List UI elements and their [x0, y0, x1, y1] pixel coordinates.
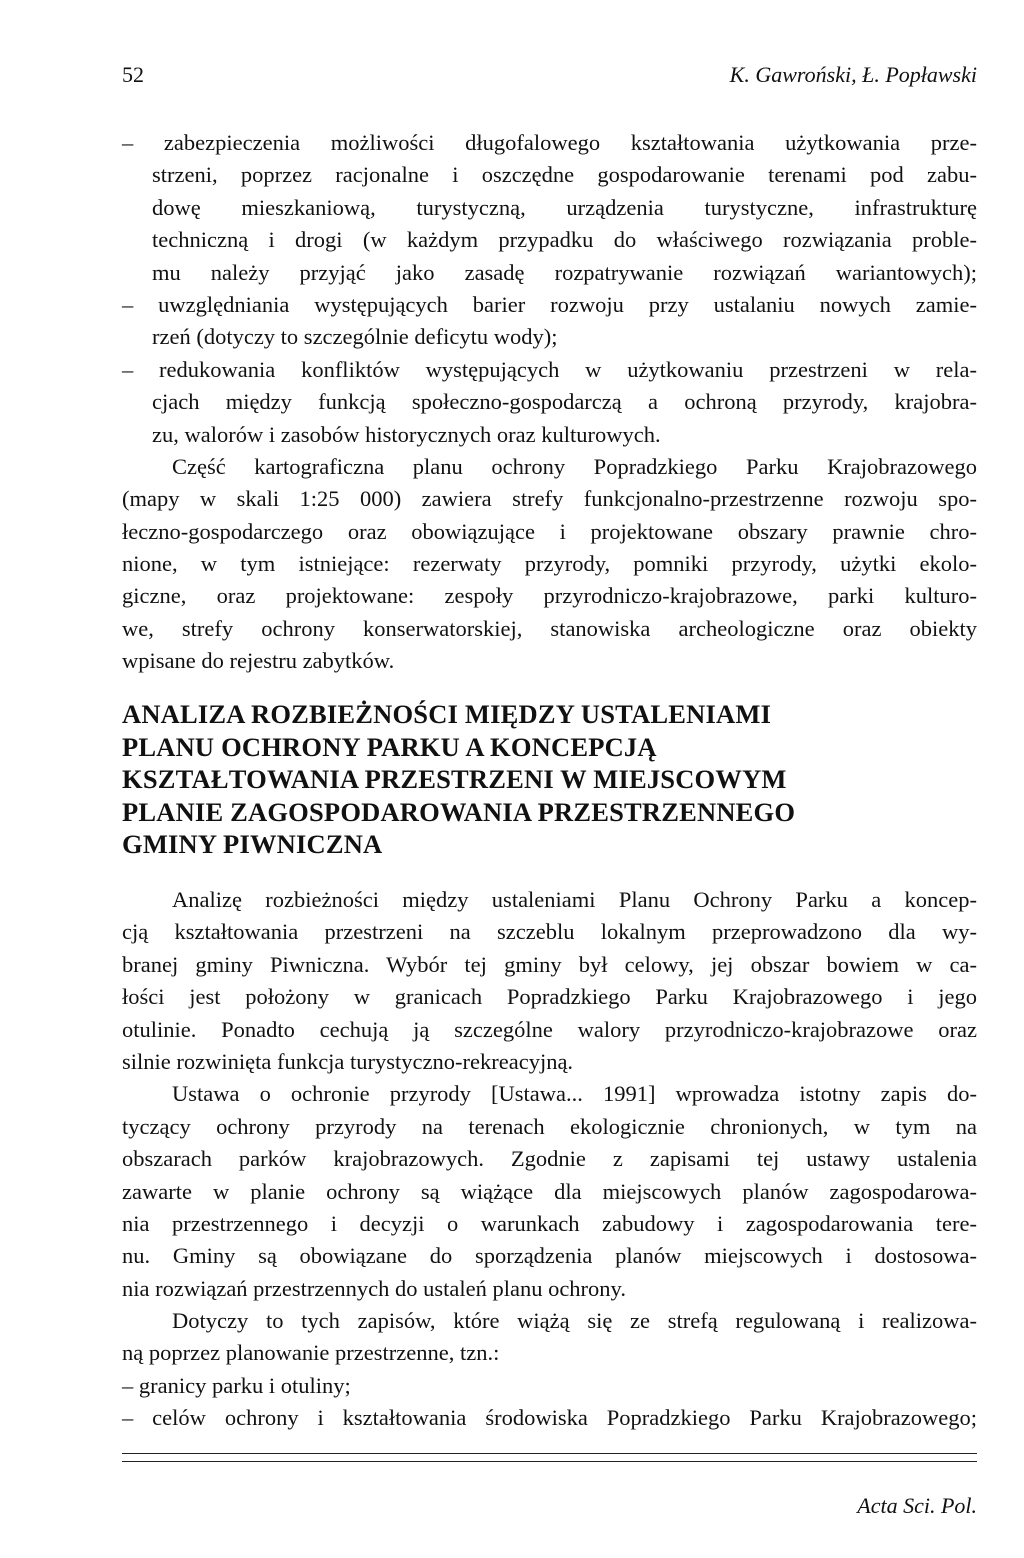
text-line: – uwzględniania występujących barier rozwoju przy ustalaniu nowych zamie- — [122, 291, 977, 317]
text-line: Analizę rozbieżności między ustaleniami Planu Ochrony Parku a koncep- — [172, 887, 977, 912]
text-line: nione, w tym istniejące: rezerwaty przyrody, pomniki przyrody, użytki ekolo- — [122, 551, 977, 577]
text-line: nia przestrzennego i decyzji o warunkach zabudowy i zagospodarowania tere- — [122, 1210, 977, 1236]
text-line: (mapy w skali 1:25 000) zawiera strefy funkcjonalno-przestrzenne rozwoju spo- — [122, 486, 977, 512]
text-line: Ustawa o ochronie przyrody [Ustawa... 1991] wprowadza istotny zapis do- — [172, 1081, 977, 1107]
heading-line: GMINY PIWNICZNA — [122, 829, 383, 860]
heading-line: KSZTAŁTOWANIA PRZESTRZENI W MIEJSCOWYM — [122, 764, 787, 795]
text-line: mu należy przyjąć jako zasadę rozpatrywanie rozwiązań wariantowych); — [152, 259, 977, 285]
text-line: otulinie. Ponadto cechują ją szczególne walory przyrodniczo-krajobrazowe oraz — [122, 1016, 977, 1042]
heading-line: PLANU OCHRONY PARKU A KONCEPCJĄ — [122, 731, 657, 762]
text-line: strzeni, poprzez racjonalne i oszczędne gospodarowanie terenami pod zabu- — [152, 162, 977, 188]
text-line: branej gminy Piwniczna. Wybór tej gminy był celowy, jej obszar bowiem w ca- — [122, 951, 977, 977]
text-line: – celów ochrony i kształtowania środowiska Popradzkiego Parku Krajobrazowego; — [122, 1405, 977, 1431]
text-line: nia rozwiązań przestrzennych do ustaleń planu ochrony. — [122, 1275, 626, 1301]
heading-line: PLANIE ZAGOSPODAROWANIA PRZESTRZENNEGO — [122, 796, 796, 827]
text-line: Dotyczy to tych zapisów, które wiążą się ze strefą regulowaną i realizowa- — [172, 1308, 977, 1334]
text-line: Część kartograficzna planu ochrony Popradzkiego Parku Krajobrazowego — [172, 453, 977, 479]
text-line: giczne, oraz projektowane: zespoły przyrodniczo-krajobrazowe, parki kulturo- — [122, 583, 977, 609]
text-line: łeczno-gospodarczego oraz obowiązujące i projektowane obszary prawnie chro- — [122, 518, 977, 544]
text-line: nu. Gminy są obowiązane do sporządzenia planów miejscowych i dostosowa- — [122, 1243, 977, 1269]
text-line: silnie rozwinięta funkcja turystyczno-rekreacyjną. — [122, 1048, 574, 1074]
text-line: wpisane do rejestru zabytków. — [122, 648, 395, 674]
page-header — [122, 62, 977, 96]
text-line: – redukowania konfliktów występujących w użytkowaniu przestrzeni w rela- — [122, 356, 977, 382]
footer-rule — [122, 1453, 977, 1454]
text-line: rzeń (dotyczy to szczególnie deficytu wody); — [152, 324, 558, 350]
body-text-section-2 — [122, 884, 977, 1435]
text-line: techniczną i drogi (w każdym przypadku do właściwego rozwiązania proble- — [152, 227, 977, 253]
footer-rule-secondary — [122, 1461, 977, 1462]
footer-journal-name: Acta Sci. Pol. — [857, 1493, 977, 1518]
section-heading — [122, 698, 977, 861]
text-line: ną poprzez planowanie przestrzenne, tzn.: — [122, 1340, 500, 1366]
text-line: – granicy parku i otuliny; — [122, 1372, 351, 1398]
text-line: we, strefy ochrony konserwatorskiej, stanowiska archeologiczne oraz obiekty — [122, 615, 977, 641]
text-line: – zabezpieczenia możliwości długofalowego kształtowania użytkowania prze- — [122, 130, 977, 155]
heading-line: ANALIZA ROZBIEŻNOŚCI MIĘDZY USTALENIAMI — [122, 699, 772, 729]
running-head-authors: K. Gawroński, Ł. Popławski — [729, 62, 977, 87]
text-line: zawarte w planie ochrony są wiążące dla miejscowych planów zagospodarowa- — [122, 1178, 977, 1204]
text-line: cją kształtowania przestrzeni na szczeblu lokalnym przeprowadzono dla wy- — [122, 919, 977, 945]
text-line: łości jest położony w granicach Popradzkiego Parku Krajobrazowego i jego — [122, 984, 977, 1010]
text-line: tyczący ochrony przyrody na terenach ekologicznie chronionych, w tym na — [122, 1113, 977, 1139]
body-text-section-1 — [122, 127, 977, 678]
page-number: 52 — [122, 62, 144, 87]
text-line: dowę mieszkaniową, turystyczną, urządzenia turystyczne, infrastrukturę — [152, 194, 977, 220]
text-line: zu, walorów i zasobów historycznych oraz kulturowych. — [152, 421, 661, 447]
text-line: cjach między funkcją społeczno-gospodarczą a ochroną przyrody, krajobra- — [152, 389, 977, 415]
text-line: obszarach parków krajobrazowych. Zgodnie z zapisami tej ustawy ustalenia — [122, 1146, 977, 1172]
